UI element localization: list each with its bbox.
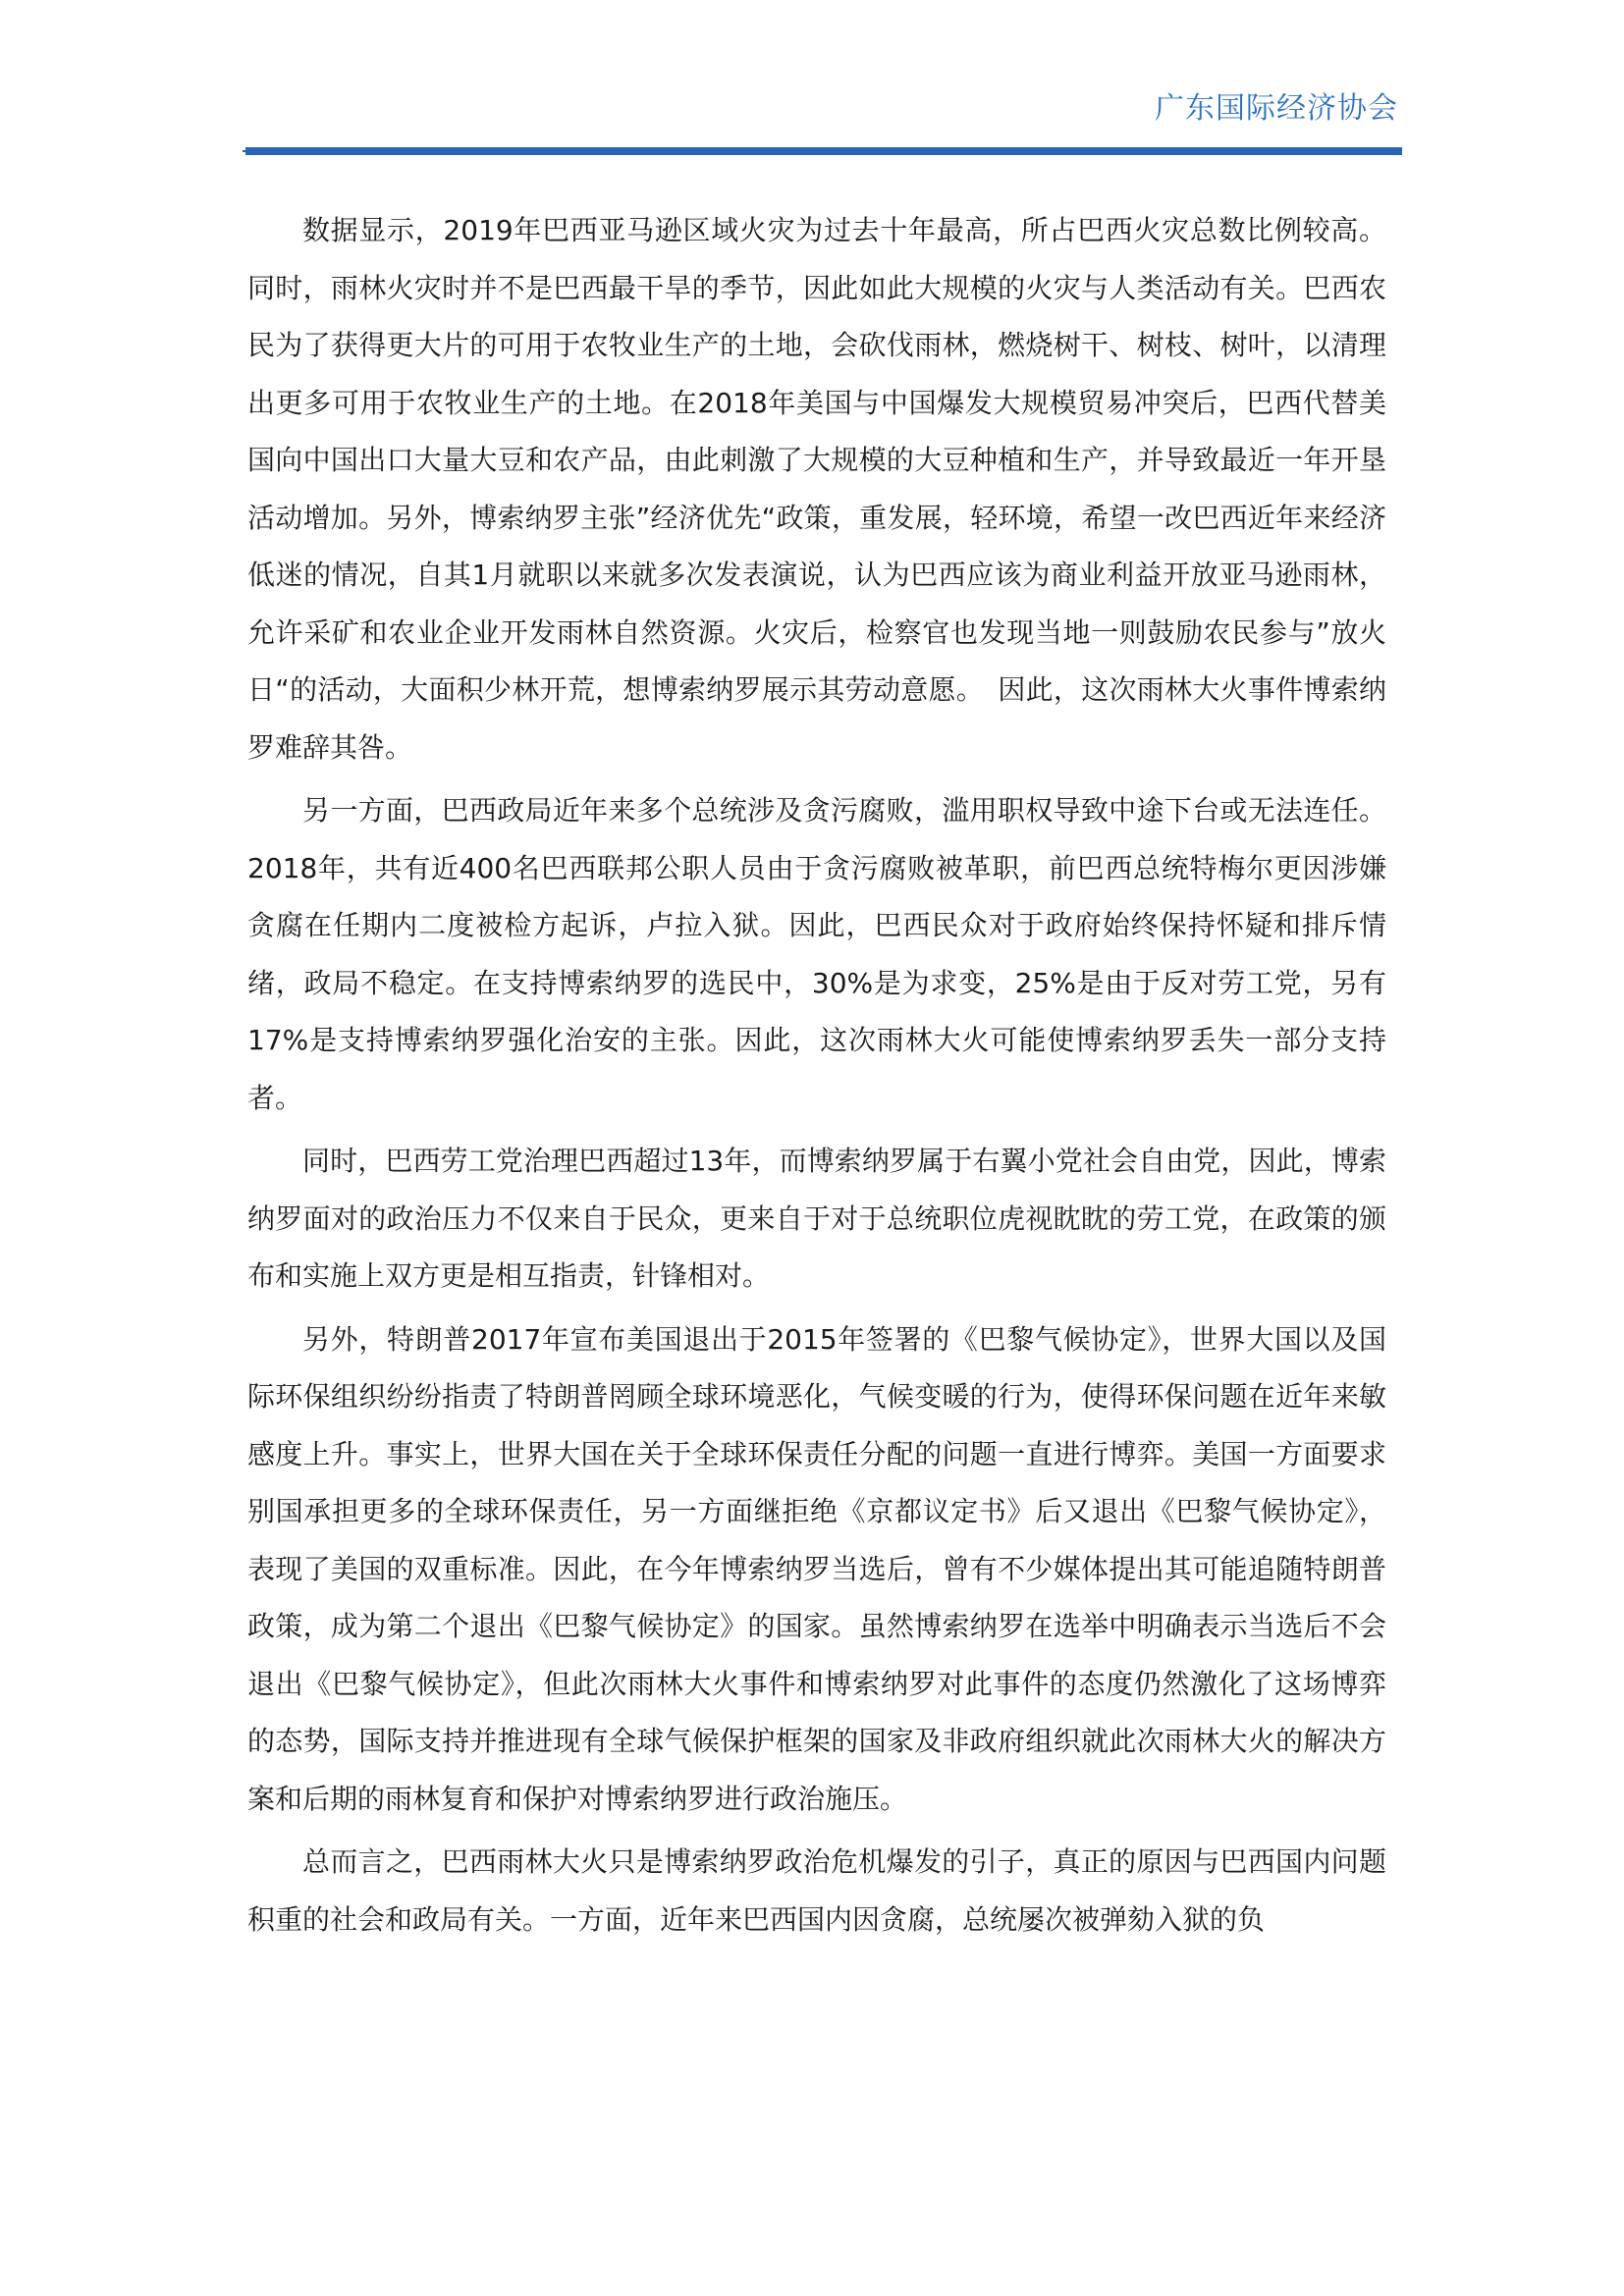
header-organization-name: 广东国际经济协会 (1155, 91, 1398, 126)
paragraph-fire-causes: 数据显示，2019年巴西亚马逊区域火灾为过去十年最高，所占巴西火灾总数比例较高。同时，雨林火灾时并不是巴西最干旱的季节，因此如此大规模的火灾与人类活动有关。巴西农民为了获得更大片的可用于农牧业生产的土地，会砍伐雨林，燃烧树干、树枝、树叶，以清理出更多可用于农牧业生产的土地。在2018年美国与中国爆发大规模贸易冲突后，巴西代替美国向中国出口大量大豆和农产品，由此刺激了大规模的大豆种植和生产，并导致最近一年开垦活动增加。另外，博索纳罗主张”经济优先“政策，重发展，轻环境，希望一改巴西近年来经济低迷的情况，自其1月就职以来就多次发表演说，认为巴西应该为商业利益开放亚马逊雨林，允许采矿和农业企业开发雨林自然资源。火灾后，检察官也发现当地一则鼓励农民参与”放火日“的活动，大面积少林开荒，想博索纳罗展示其劳动意愿。 因此，这次雨林大火事件博索纳罗难辞其咎。 (247, 214, 1386, 764)
paragraph-paris-agreement: 另外，特朗普2017年宣布美国退出于2015年签署的《巴黎气候协定》，世界大国以及国际环保组织纷纷指责了特朗普罔顾全球环境恶化，气候变暖的行为，使得环保问题在近年来敏感度上升。事实上，世界大国在关于全球环保责任分配的问题一直进行博弈。美国一方面要求别国承担更多的全球环保责任，另一方面继拒绝《京都议定书》后又退出《巴黎气候协定》，表现了美国的双重标准。因此，在今年博索纳罗当选后，曾有不少媒体提出其可能追随特朗普政策，成为第二个退出《巴黎气候协定》的国家。虽然博索纳罗在选举中明确表示当选后不会退出《巴黎气候协定》，但此次雨林大火事件和博索纳罗对此事件的态度仍然激化了这场博弈的态势，国际支持并推进现有全球气候保护框架的国家及非政府组织就此次雨林大火的解决方案和后期的雨林复育和保护对博索纳罗进行政治施压。 (247, 1322, 1386, 1815)
paragraph-political-corruption: 另一方面，巴西政局近年来多个总统涉及贪污腐败，滥用职权导致中途下台或无法连任。 2018年，共有近400名巴西联邦公职人员由于贪污腐败被革职，前巴西总统特梅尔更因涉嫌贪腐在任期内二度被检方起诉，卢拉入狱。因此，巴西民众对于政府始终保持怀疑和排斥情绪，政局不稳定。在支持博索纳罗的选民中，30%是为求变，25%是由于反对劳工党，另有17%是支持博索纳罗强化治安的主张。因此，这次雨林大火可能使博索纳罗丢失一部分支持者。 (247, 794, 1386, 1114)
document-body (247, 202, 1386, 1954)
header-rule (245, 147, 1402, 155)
paragraph-conclusion: 总而言之，巴西雨林大火只是博索纳罗政治危机爆发的引子，真正的原因与巴西国内问题积重的社会和政局有关。一方面，近年来巴西国内因贪腐，总统屡次被弹劾入狱的负 (247, 1845, 1386, 1936)
paragraph-labor-party: 同时，巴西劳工党治理巴西超过13年，而博索纳罗属于右翼小党社会自由党，因此，博索纳罗面对的政治压力不仅来自于民众，更来自于对于总统职位虎视眈眈的劳工党，在政策的颁布和实施上双方更是相互指责，针锋相对。 (247, 1145, 1386, 1292)
